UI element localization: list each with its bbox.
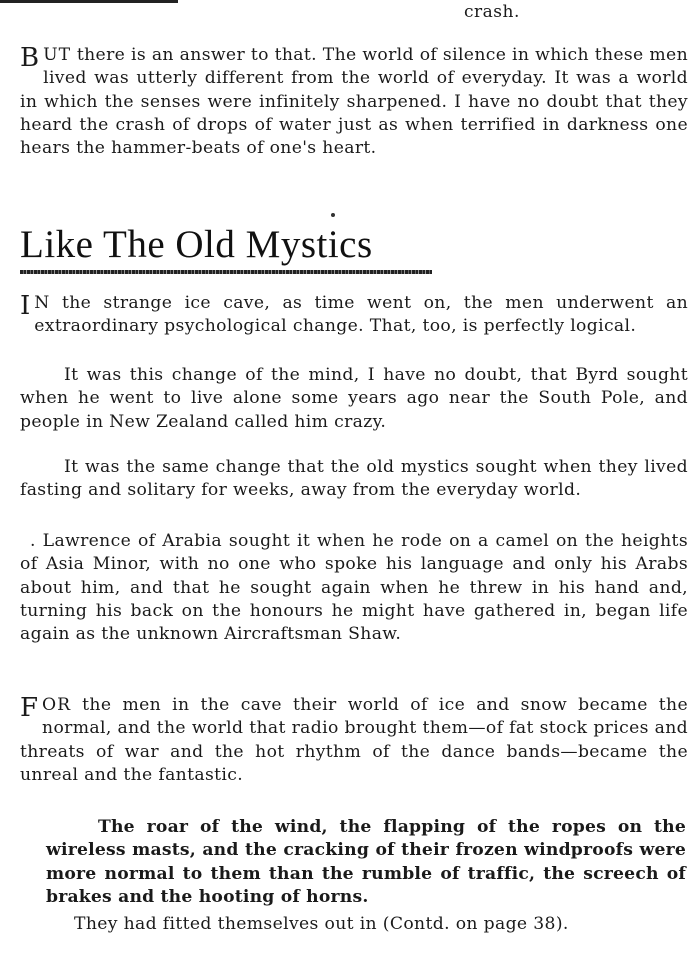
print-speck — [331, 213, 335, 217]
paragraph-3: It was this change of the mind, I have no doubt, that Byrd sought when he went to live alone some years ago near the South Pole, and people in New Zealand called him crazy. — [20, 365, 688, 432]
paragraph-2 — [20, 292, 688, 339]
paragraph-2-text: N the strange ice cave, as time went on, the men underwent an extraordinary psychological change. That, too, is perfectly logical. — [34, 293, 688, 337]
top-rule — [0, 0, 178, 3]
paragraph-4: It was the same change that the old mystics sought when they lived fasting and solitary for weeks, away from the everyday world. — [20, 457, 688, 501]
drop-cap-i: I — [20, 291, 31, 321]
continued-line: They had fitted themselves out in (Contd. on page 38). — [74, 914, 569, 934]
heading-underline — [20, 270, 432, 274]
drop-cap-b: B — [20, 43, 40, 73]
section-heading: Like The Old Mystics — [20, 223, 373, 266]
paragraph-6-text: the men in the cave their world of ice and snow became the normal, and the world that radio brought them—of fat stock prices and threats of war and the hot rhythm of the dance bands—became the unreal and the fantastic. — [20, 695, 688, 785]
paragraph-6 — [20, 694, 688, 787]
bold-paragraph: The roar of the wind, the flapping of the ropes on the wireless masts, and the cracking of their frozen windproofs were more normal to them than the rumble of traffic, the screech of brakes and the hooting of horns. — [46, 817, 686, 907]
paragraph-6-lead: OR — [42, 695, 72, 715]
paragraph-5: . Lawrence of Arabia sought it when he rode on a camel on the heights of Asia Minor, with no one who spoke his language and only his Arabs about him, and that he sought again when he threw in his hand and, turning his back on the honours he might have gathered in, began life again as the unknown Aircraftsman Shaw. — [20, 531, 688, 645]
paragraph-1-lead: UT — [43, 45, 72, 65]
paragraph-1-text: there is an answer to that. The world of silence in which these men lived was utterly different from the world of everyday. It was a world in which the senses were infinitely sharpened. I have no doubt that they heard the crash of drops of water just as when terrified in darkness one hears the hammer-beats of one's heart. — [20, 45, 688, 159]
drop-cap-f: F — [20, 693, 39, 723]
paragraph-1 — [20, 44, 688, 160]
carryover-word: crash. — [464, 2, 520, 22]
